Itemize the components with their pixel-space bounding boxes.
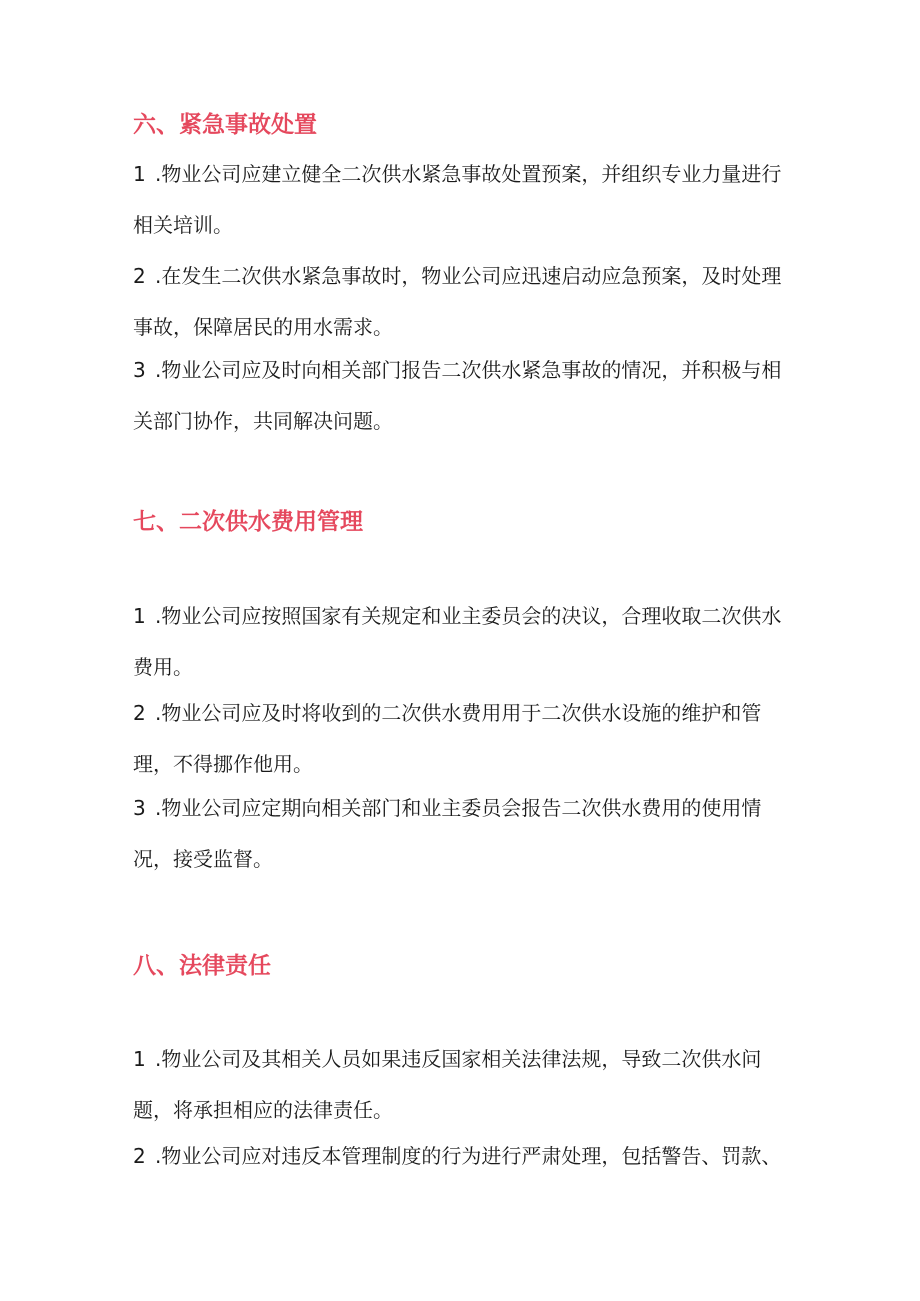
section-6-item-1: [133, 149, 793, 251]
item-number: 2: [133, 264, 146, 288]
item-number: 1: [133, 162, 146, 186]
item-text: .物业公司应对违反本管理制度的行为进行严肃处理，包括警告、罚款、: [155, 1144, 782, 1168]
item-text: .物业公司应定期向相关部门和业主委员会报告二次供水费用的使用情况，接受监督。: [133, 796, 762, 871]
item-text: .物业公司应建立健全二次供水紧急事故处置预案，并组织专业力量进行相关培训。: [133, 162, 782, 237]
section-7-item-3: [133, 783, 793, 885]
item-number: 1: [133, 604, 146, 628]
section-6-item-3: [133, 345, 793, 447]
section-heading-fees: 七、二次供水费用管理: [133, 509, 363, 535]
section-8-item-1: [133, 1034, 793, 1136]
section-heading-legal: 八、法律责任: [133, 953, 271, 979]
section-8-item-2: [133, 1131, 793, 1182]
item-text: .物业公司应及时向相关部门报告二次供水紧急事故的情况，并积极与相关部门协作，共同解决问题。: [133, 358, 782, 433]
item-number: 1: [133, 1047, 146, 1071]
item-number: 3: [133, 796, 146, 820]
section-7-item-1: [133, 591, 793, 693]
item-number: 2: [133, 701, 146, 725]
section-6-item-2: [133, 251, 793, 353]
item-text: .物业公司应及时将收到的二次供水费用用于二次供水设施的维护和管理，不得挪作他用。: [133, 701, 762, 776]
item-number: 2: [133, 1144, 146, 1168]
item-text: .物业公司应按照国家有关规定和业主委员会的决议，合理收取二次供水费用。: [133, 604, 782, 679]
section-heading-emergency: 六、紧急事故处置: [133, 112, 317, 138]
section-7-item-2: [133, 688, 793, 790]
item-number: 3: [133, 358, 146, 382]
item-text: .在发生二次供水紧急事故时，物业公司应迅速启动应急预案，及时处理事故，保障居民的用水需求。: [133, 264, 782, 339]
item-text: .物业公司及其相关人员如果违反国家相关法律法规，导致二次供水问题，将承担相应的法律责任。: [133, 1047, 762, 1122]
